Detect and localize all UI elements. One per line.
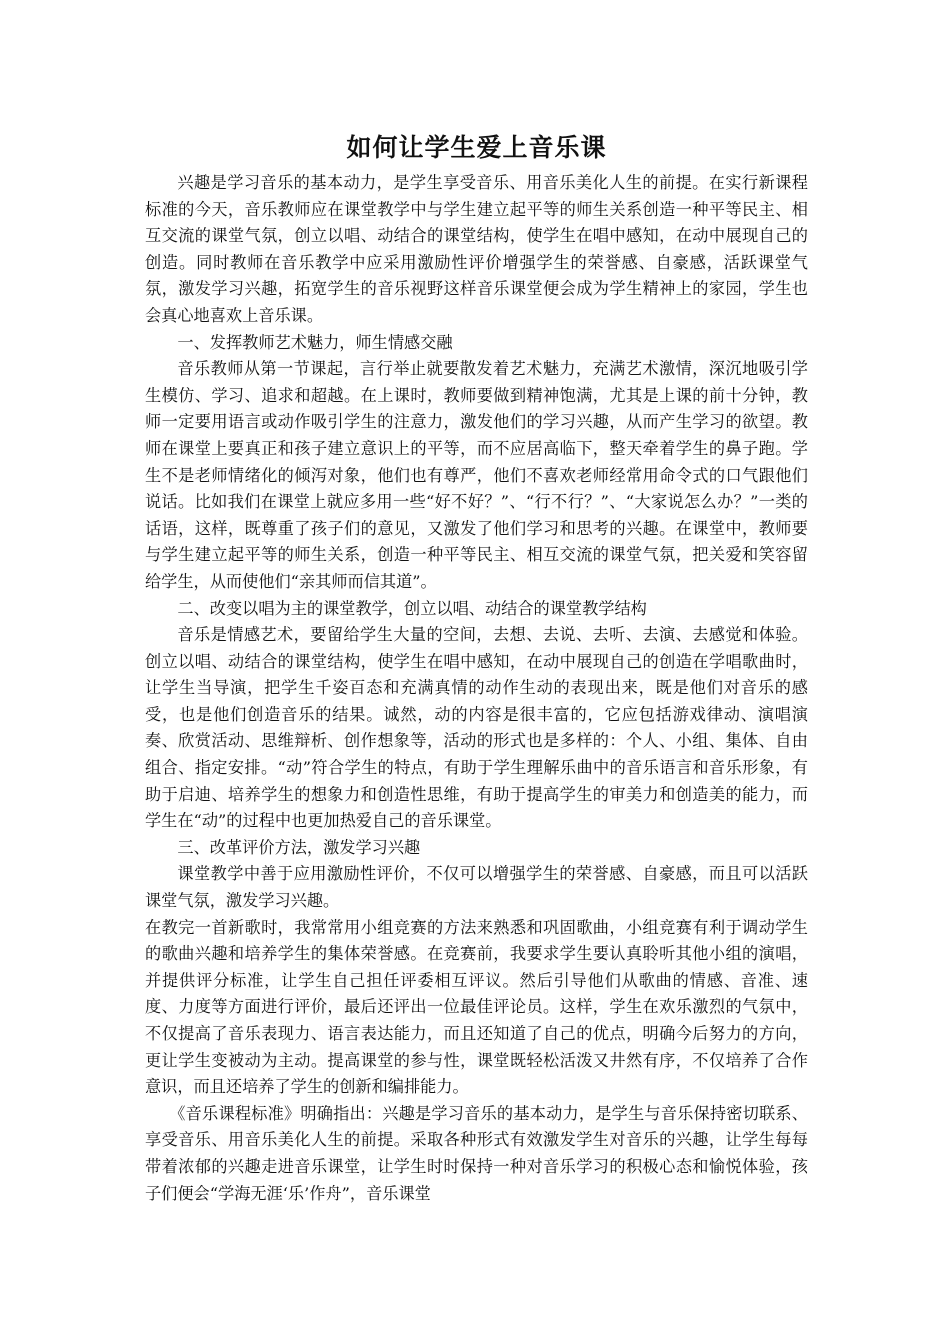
section-heading-3: 三、改革评价方法，激发学习兴趣 xyxy=(177,837,421,857)
closing-paragraph: 《音乐课程标准》明确指出：兴趣是学习音乐的基本动力，是学生与音乐保持密切联系、享受音乐、用音乐美化人生的前提。采取各种形式有效激发学生对音乐的兴趣，让学生每每带着浓郁的兴趣走进音乐课堂，让学生时时保持一种对音乐学习的积极心态和愉悦体验，孩子们便会“学海无涯‘乐’作舟”，音乐课堂 xyxy=(145,1103,808,1203)
section-heading-1: 一、发挥教师艺术魅力，师生情感交融 xyxy=(177,332,453,352)
section-3-paragraph-2: 在教完一首新歌时，我常常用小组竞赛的方法来熟悉和巩固歌曲，小组竞赛有利于调动学生的歌曲兴趣和培养学生的集体荣誉感。在竞赛前，我要求学生要认真聆听其他小组的演唱，并提供评分标准，让学生自己担任评委相互评议。然后引导他们从歌曲的情感、音准、速度、力度等方面进行评价，最后还评出一位最佳评论员。这样，学生在欢乐激烈的气氛中，不仅提高了音乐表现力、语言表达能力，而且还知道了自己的优点，明确今后努力的方向，更让学生变被动为主动。提高课堂的参与性，课堂既轻松活泼又井然有序，不仅培养了合作意识，而且还培养了学生的创新和编排能力。 xyxy=(145,917,808,1097)
page-title: 如何让学生爱上音乐课 xyxy=(346,133,607,162)
document-body xyxy=(145,128,808,1207)
intro-paragraph: 兴趣是学习音乐的基本动力，是学生享受音乐、用音乐美化人生的前提。在实行新课程标准的今天，音乐教师应在课堂教学中与学生建立起平等的师生关系创造一种平等民主、相互交流的课堂气氛，创立以唱、动结合的课堂结构，使学生在唱中感知，在动中展现自己的创造。同时教师在音乐教学中应采用激励性评价增强学生的荣誉感、自豪感，活跃课堂气氛，激发学习兴趣，拓宽学生的音乐视野这样音乐课堂便会成为学生精神上的家园，学生也会真心地喜欢上音乐课。 xyxy=(145,173,808,325)
section-2-paragraph: 音乐是情感艺术，要留给学生大量的空间，去想、去说、去听、去演、去感觉和体验。创立以唱、动结合的课堂结构，使学生在唱中感知，在动中展现自己的创造在学唱歌曲时，让学生当导演，把学生千姿百态和充满真情的动作生动的表现出来，既是他们对音乐的感受，也是他们创造音乐的结果。诚然，动的内容是很丰富的，它应包括游戏律动、演唱演奏、欣赏活动、思维辩析、创作想象等，活动的形式也是多样的：个人、小组、集体、自由组合、指定安排。“动”符合学生的特点，有助于学生理解乐曲中的音乐语言和音乐形象，有助于启迪、培养学生的想象力和创造性思维，有助于提高学生的审美力和创造美的能力，而学生在“动”的过程中也更加热爱自己的音乐课堂。 xyxy=(145,625,808,831)
section-3-paragraph-1: 课堂教学中善于应用激励性评价，不仅可以增强学生的荣誉感、自豪感，而且可以活跃课堂气氛，激发学习兴趣。 xyxy=(145,864,808,911)
section-1-paragraph: 音乐教师从第一节课起，言行举止就要散发着艺术魅力，充满艺术激情，深沉地吸引学生模仿、学习、追求和超越。在上课时，教师要做到精神饱满，尤其是上课的前十分钟，教师一定要用语言或动作吸引学生的注意力，激发他们的学习兴趣，从而产生学习的欲望。教师在课堂上要真正和孩子建立意识上的平等，而不应居高临下，整天牵着学生的鼻子跑。学生不是老师情绪化的倾泻对象，他们也有尊严，他们不喜欢老师经常用命令式的口气跟他们说话。比如我们在课堂上就应多用一些“好不好？”、“行不行？”、“大家说怎么办？”一类的话语，这样，既尊重了孩子们的意见，又激发了他们学习和思考的兴趣。在课堂中，教师要与学生建立起平等的师生关系，创造一种平等民主、相互交流的课堂气氛，把关爱和笑容留给学生，从而使他们“亲其师而信其道”。 xyxy=(145,359,808,591)
section-heading-2: 二、改变以唱为主的课堂教学，创立以唱、动结合的课堂教学结构 xyxy=(177,598,647,618)
